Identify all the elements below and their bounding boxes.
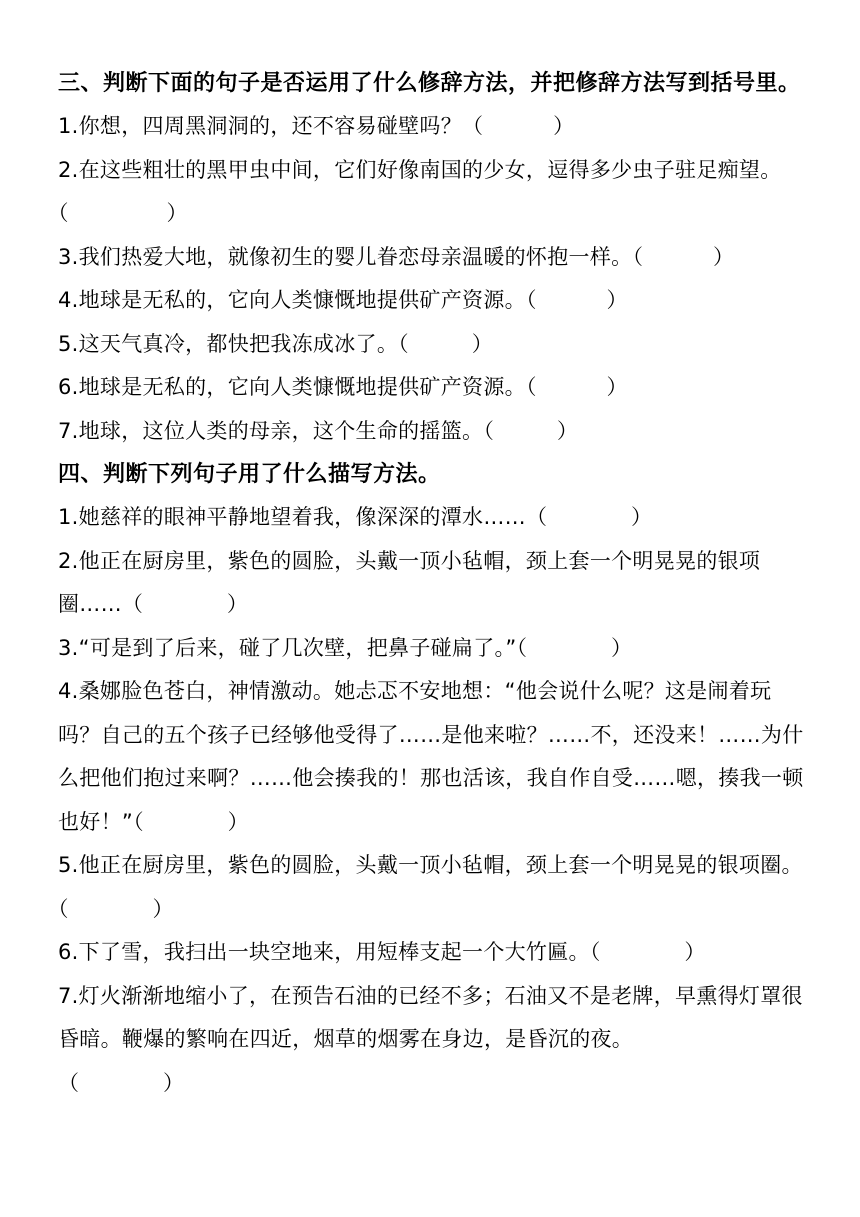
answer-blank: （ ） (133, 809, 249, 834)
item-text: 5.这天气真冷，都快把我冻成冰了。 (58, 331, 399, 356)
section-4-item-5 (58, 844, 808, 931)
section-4-item-3 (58, 627, 808, 671)
worksheet-page (58, 62, 808, 1105)
answer-blank: （ ） (525, 375, 628, 399)
section-4-item-4 (58, 670, 808, 844)
item-text: 1.她慈祥的眼神平静地望着我，像深深的潭水…… (58, 505, 526, 529)
section-3-item-7 (58, 410, 808, 454)
section-4-item-2 (58, 540, 808, 627)
section-4-heading: 四、判断下列句子用了什么描写方法。 (58, 462, 441, 487)
section-4-item-7 (58, 975, 808, 1106)
answer-blank: （ ） (525, 505, 653, 529)
section-3-item-1 (58, 105, 808, 149)
answer-blank: （ ） (516, 635, 633, 660)
item-text: 3.我们热爱大地，就像初生的婴儿眷恋母亲温暖的怀抱一样。 (58, 244, 633, 269)
item-text: 7.地球，这位人类的母亲，这个生命的摇篮。 (58, 418, 484, 443)
section-3-heading: 三、判断下面的句子是否运用了什么修辞方法，并把修辞方法写到括号里。 (58, 71, 801, 96)
item-text: 4.地球是无私的，它向人类慷慨地提供矿产资源。 (58, 288, 526, 312)
section-3-item-6 (58, 366, 808, 410)
answer-blank: （ ） (483, 418, 579, 443)
item-text: 7.灯火渐渐地缩小了，在预告石油的已经不多；石油又不是老牌，早熏得灯罩很昏暗。鞭爆的繁响在四近，烟草的烟雾在身边，是昏沉的夜。 (58, 983, 803, 1051)
item-text: 1.你想，四周黑洞洞的，还不容易碰壁吗？ (58, 114, 463, 138)
answer-blank: （ ） (589, 940, 706, 964)
section-3-item-5 (58, 323, 808, 367)
item-text: 6.下了雪，我扫出一块空地来，用短棒支起一个大竹匾。 (58, 940, 590, 964)
section-4-item-1 (58, 496, 808, 540)
answer-blank: （ ） (525, 288, 628, 312)
item-text: 5.他正在厨房里，紫色的圆脸，头戴一顶小毡帽，颈上套一个明晃晃的银项圈。 (58, 853, 803, 877)
item-text: 2.他正在厨房里，紫色的圆脸，头戴一顶小毡帽，颈上套一个明晃晃的银项圈…… (58, 548, 761, 616)
answer-blank: （ ） (58, 896, 174, 921)
answer-blank: （ ） (58, 1070, 185, 1095)
answer-blank: （ ） (58, 201, 188, 225)
section-3-item-2 (58, 149, 808, 236)
section-4-item-6 (58, 931, 808, 975)
item-text: 2.在这些粗壮的黑甲虫中间，它们好像南国的少女，逗得多少虫子驻足痴望。 (58, 157, 782, 182)
answer-blank: （ ） (398, 331, 494, 356)
answer-blank: （ ） (462, 114, 575, 138)
item-text: 4.桑娜脸色苍白，神情激动。她忐忑不安地想：“他会说什么呢？这是闹着玩吗？自己的五个孩子已经够他受得了……是他来啦？……不，还没来！……为什么把他们抱过来啊？……他会揍我的！那也活该，我自作自受……嗯，揍我一顿也好！” (58, 679, 804, 834)
item-text: 3.“可是到了后来，碰了几次壁，把鼻子碰扁了。” (58, 635, 517, 660)
item-text: 6.地球是无私的，它向人类慷慨地提供矿产资源。 (58, 375, 526, 399)
answer-blank: （ ） (121, 592, 249, 616)
section-3-item-4 (58, 279, 808, 323)
section-3-item-3 (58, 236, 808, 280)
answer-blank: （ ） (632, 244, 735, 269)
